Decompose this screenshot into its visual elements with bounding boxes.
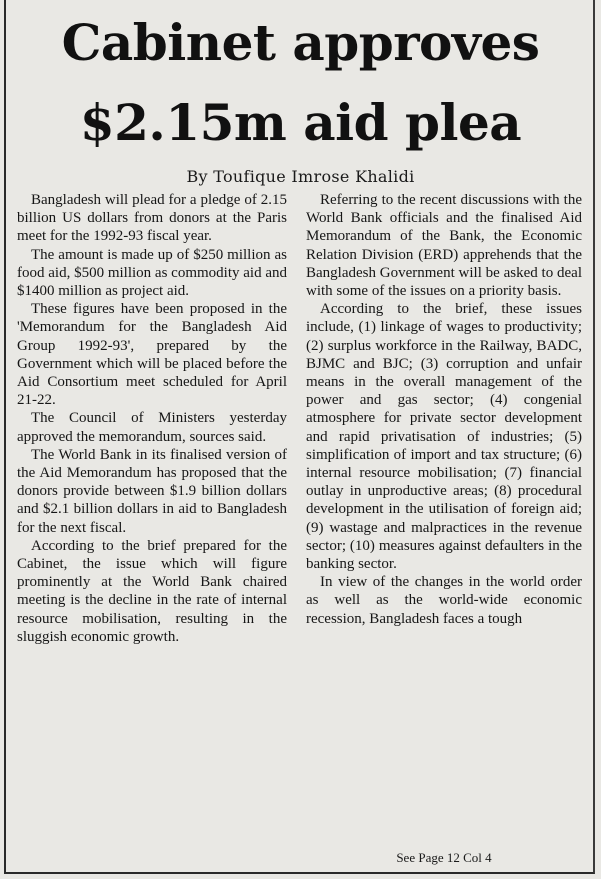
article-column-right <box>306 191 582 628</box>
paragraph: The Council of Ministers yesterday approved the memorandum, sources said. <box>17 410 287 445</box>
article-column-left <box>17 191 287 646</box>
paragraph: The World Bank in its finalised version of the Aid Memorandum has proposed that the donors provide between $1.9 billion dollars and $2.1 billion dollars in aid to Bangladesh for the next fiscal. <box>17 446 287 536</box>
headline-line-2: $2.15m aid plea <box>79 93 522 152</box>
paragraph: Bangladesh will plead for a pledge of 2.15 billion US dollars from donors at the Paris meet for the 1992-93 fiscal year. <box>17 192 287 245</box>
byline: By Toufique Imrose Khalidi <box>186 167 415 186</box>
headline-line-1: Cabinet approves <box>61 13 540 72</box>
paragraph: Referring to the recent discussions with the World Bank officials and the finalised Aid Memorandum of the Bank, the Economic Relation Division (ERD) apprehends that the Bangladesh Government will be asked to deal with some of the issues on a priority basis. <box>306 192 582 300</box>
continuation-note: See Page 12 Col 4 <box>396 850 492 865</box>
paragraph: In view of the changes in the world order as well as the world-wide economic recession, Bangladesh faces a tough <box>306 574 582 627</box>
paragraph: The amount is made up of $250 million as food aid, $500 million as commodity aid and $1400 million as project aid. <box>17 246 287 300</box>
paragraph: According to the brief, these issues include, (1) linkage of wages to productivity; (2) surplus workforce in the Railway, BADC, BJMC and BJC; (3) corruption and unfair means in the overall management of the power and gas sector; (4) congenial atmosphere for private sector development and rapid privatisation of industries; (5) simplification of import and tax structure; (6) internal resource mobilisation; (7) financial outlay in unproductive areas; (8) procedural development in the utilisation of foreign aid; (9) wastage and malpractices in the revenue sector; (10) measures against defaulters in the banking sector. <box>306 301 582 573</box>
paragraph: According to the brief prepared for the Cabinet, the issue which will figure prominently at the World Bank chaired meeting is the decline in the rate of internal resource mobilisation, resulting in the sluggish economic growth. <box>17 537 287 645</box>
paragraph: These figures have been proposed in the 'Memorandum for the Bangladesh Aid Group 1992-93', prepared by the Government which will be placed before the Aid Consortium meet scheduled for April 21-22. <box>17 301 287 409</box>
